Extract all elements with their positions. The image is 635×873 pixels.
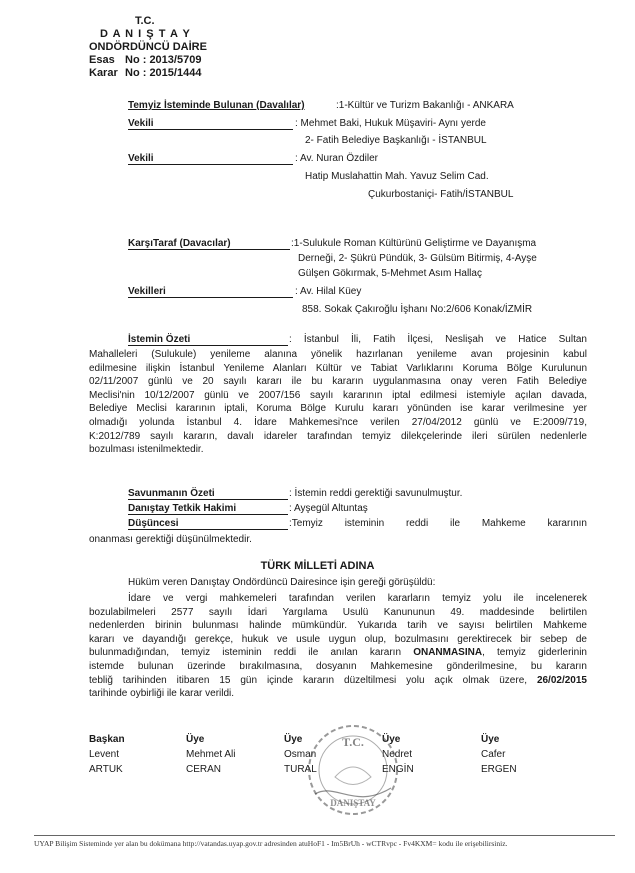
sig-role-member2: Üye	[284, 734, 303, 745]
sig-first-president: Levent	[89, 749, 120, 760]
sig-first-member4: Cafer	[481, 749, 506, 760]
sig-role-member4: Üye	[481, 734, 500, 745]
respondent-leader	[128, 249, 290, 250]
opinion-first-line: :Temyiz isteminin reddi ile Mahkeme kararının	[289, 518, 587, 529]
vekili-label: Vekili	[128, 118, 154, 129]
decision-line: tarihinde oybirliği ile karar verildi.	[89, 688, 235, 700]
sig-last-member1: CERAN	[186, 764, 222, 775]
respondent-line3: Gülşen Gökırmak, 5-Mehmet Asım Hallaç	[298, 268, 482, 279]
sig-last-president: ARTUK	[89, 764, 123, 775]
decision-line: bozulabilmeleri 2577 sayılı İdari Yargılama Usulü Kanununun 49. maddesinde belirtilen	[89, 606, 587, 618]
sig-role-member3: Üye	[382, 734, 401, 745]
header-daire: ONDÖRDÜNCÜ DAİRE	[89, 41, 207, 53]
header-danistay: D A N I Ş T A Y	[100, 28, 191, 40]
summary-line: 02/11/2007 günlü ve 20 sayılı kararı ile bu kararın uygulanmasına onay veren Fatih Belediye	[89, 376, 587, 388]
appellant-addr1: Hatip Muslahattin Mah. Yavuz Selim Cad.	[305, 171, 489, 182]
summary-body	[89, 348, 587, 457]
opinion-leader	[128, 529, 288, 530]
vekili2-leader	[128, 164, 293, 165]
summary-first-line: : İstanbul İli, Fatih İlçesi, Neslişah ve Hatice Sultan	[289, 334, 587, 345]
decision-line: istemde bulunan üzerinde bırakılmasına, dosyanın Mahkemesine gönderilmesine, bu kararın	[89, 660, 587, 672]
vekili2-value: : Av. Nuran Özdiler	[295, 153, 378, 164]
opinion-label: Düşüncesi	[128, 518, 179, 529]
judge-label: Danıştay Tetkik Hakimi	[128, 503, 237, 514]
summary-line: Belediye Meclisi kararının iptali, Koruma Bölge Kurulu kararı yönünden ise karar verilmesine yer	[89, 403, 587, 415]
summary-line: bozulması istenilmektedir.	[89, 444, 204, 456]
sig-last-member2: TURAL	[284, 764, 317, 775]
sig-last-member3: ENGİN	[382, 764, 414, 775]
vekili-leader	[128, 129, 293, 130]
appellant-addr2: Çukurbostaniçi- Fatih/İSTANBUL	[368, 189, 514, 200]
sig-role-president: Başkan	[89, 734, 125, 745]
summary-line: K:2012/789 sayılı kararın, davalı idareler tarafından temyiz dilekçelerinde ileri sürülen nedenlerle	[89, 430, 587, 442]
judge-value: : Ayşegül Altuntaş	[289, 503, 368, 514]
decision-body	[89, 592, 587, 701]
respondent-label: KarşıTaraf (Davacılar)	[128, 238, 231, 249]
appellant-line1: :1-Kültür ve Turizm Bakanlığı - ANKARA	[336, 100, 514, 111]
respondent-line2: Derneği, 2- Şükrü Pündük, 3- Gülsüm Bitirmiş, 4-Ayşe	[298, 253, 537, 264]
uyap-footer	[34, 835, 615, 848]
esas-number: No : 2013/5709	[125, 54, 202, 66]
decision-line: nedenlerden birinin bulunması halinde mümkündür. Yukarıda tarih ve sayısı belirtilen Mahkeme	[89, 620, 587, 632]
vekili-value: : Mehmet Baki, Hukuk Müşaviri- Aynı yerde	[295, 118, 486, 129]
summary-leader	[128, 345, 288, 346]
seal-bottom-text: DANIŞTAY	[330, 798, 376, 808]
decision-date: 26/02/2015	[536, 674, 587, 686]
respondent-line1: :1-Sulukule Roman Kültürünü Geliştirme ve Dayanışma	[291, 238, 537, 249]
summary-label: İstemin Özeti	[128, 334, 191, 345]
seal-top-text: T.C.	[342, 735, 364, 749]
summary-line: Meclisi'nin 10/12/2007 günlü ve 2007/156 sayılı kararının iptal edilmesi istemiyle açılan davada,	[89, 389, 587, 401]
decision-intro: Hüküm veren Danıştay Ondördüncü Dairesince işin gereği görüşüldü:	[128, 577, 436, 588]
karar-number: No : 2015/1444	[125, 67, 202, 79]
decision-line-onay: bulunmadığından, temyiz isteminin reddi ile anılan kararın ONANMASINA, temyiz giderlerinin	[89, 647, 587, 659]
defense-label: Savunmanın Özeti	[128, 488, 215, 499]
decision-title: TÜRK MİLLETİ ADINA	[260, 560, 375, 572]
summary-line: olmadığı yolunda İstanbul 4. İdare Mahkemesi'nce verilen 27/04/2012 günlü ve E:2009/719,	[89, 416, 587, 428]
opinion-second-line: onanması gerektiği düşünülmektedir.	[89, 534, 252, 545]
appellant-label: Temyiz İsteminde Bulunan (Davalılar)	[128, 100, 305, 111]
summary-line: Mahalleleri (Sulukule) yenileme alanına yönelik hazırlanan yenileme avan projesinin kabul	[89, 349, 587, 360]
sig-role-member1: Üye	[186, 734, 205, 745]
sig-first-member3: Nedret	[382, 749, 413, 760]
sig-last-member4: ERGEN	[481, 764, 517, 775]
header-tc: T.C.	[135, 15, 155, 27]
danistay-seal	[305, 722, 401, 818]
decision-line: kararı ve dayandığı gerekçe, hukuk ve usule uygun olup, bozulmasını gerektirecek bir sebep de	[89, 633, 587, 645]
sig-first-member2: Osman	[284, 749, 317, 760]
karar-label: Karar	[89, 67, 118, 79]
sig-first-member1: Mehmet Ali	[186, 749, 236, 760]
summary-line: edilmesine ilişkin İstanbul Yenileme Alanları Kültür ve Tabiat Varlıklarını Koruma Bölge Kurulunun	[89, 362, 587, 374]
vekili2-label: Vekili	[128, 153, 154, 164]
defense-value: : İstemin reddi gerektiği savunulmuştur.	[289, 488, 463, 499]
esas-label: Esas	[89, 54, 115, 66]
vekilleri-value: : Av. Hilal Küey	[295, 286, 362, 297]
vekilleri-label: Vekilleri	[128, 286, 166, 297]
decision-line: İdare ve vergi mahkemeleri tarafından verilen kararların temyiz yolu ile incelenerek	[128, 593, 587, 604]
decision-line-date: tebliğ tarihinden itibaren 15 gün içinde kararın düzeltilmesi yolu açık olmak üzere, 26/02/2015	[89, 674, 587, 686]
respondent-addr: 858. Sokak Çakıroğlu İşhanı No:2/606 Konak/İZMİR	[302, 304, 533, 315]
onanmasina-text: ONANMASINA	[413, 647, 483, 659]
judge-leader	[128, 514, 288, 515]
footer-text: UYAP Bilişim Sisteminde yer alan bu dokümana http://vatandas.uyap.gov.tr adresinden atuHoF1 - Im5BrUh - wCTRvpc - Fv4KXM= kodu ile erişebilirsiniz.	[34, 839, 508, 848]
defense-leader	[128, 499, 288, 500]
appellant-line3: 2- Fatih Belediye Başkanlığı - İSTANBUL	[305, 135, 487, 146]
vekilleri-leader	[128, 297, 293, 298]
